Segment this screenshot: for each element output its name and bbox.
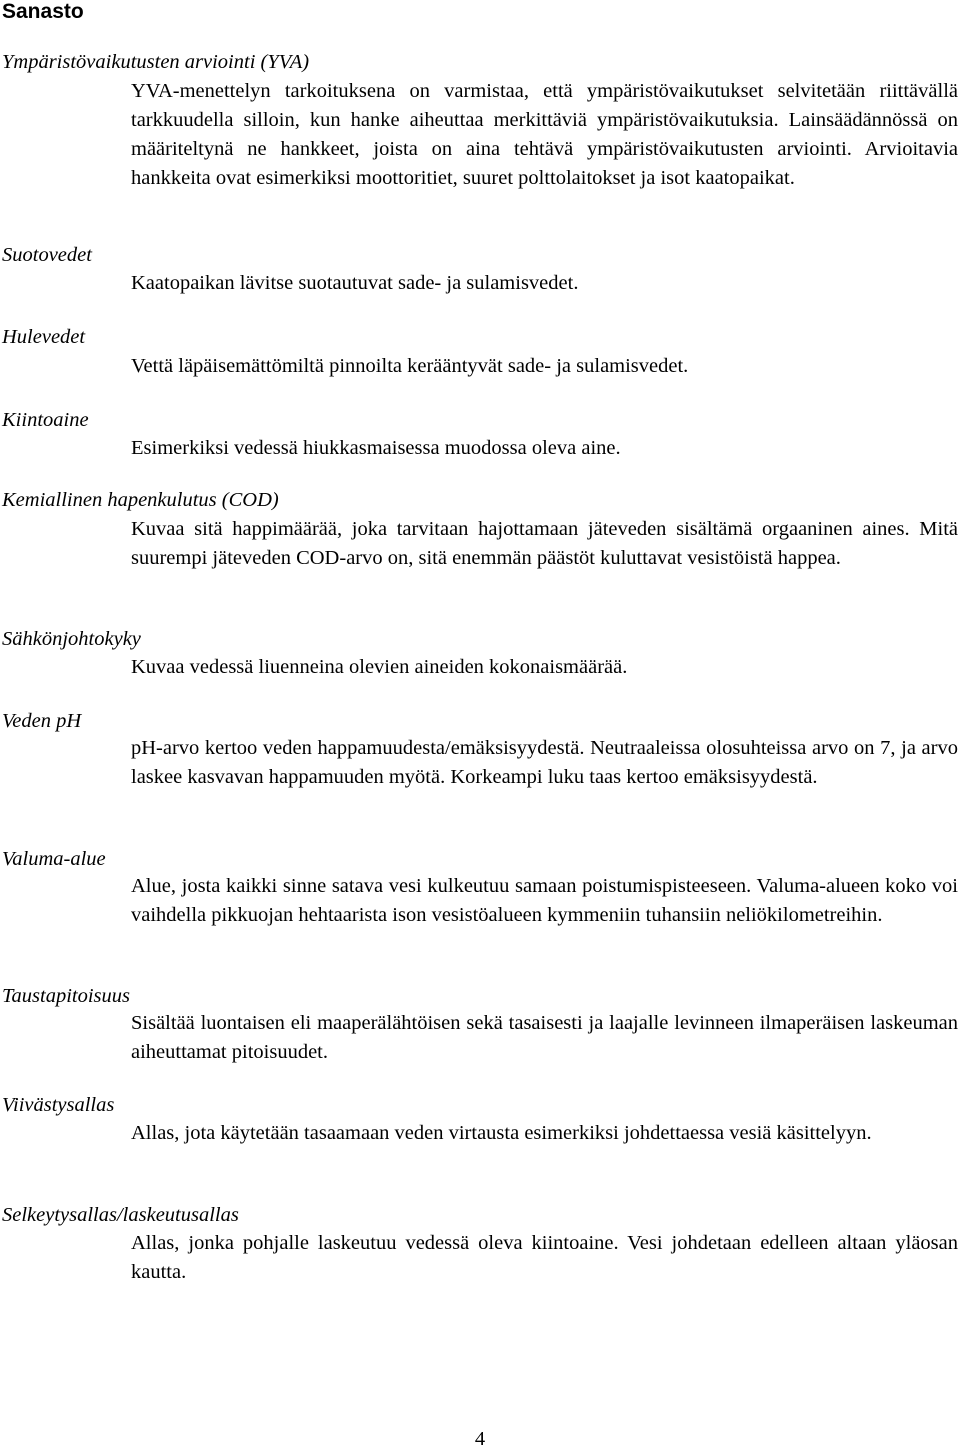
term-veden-ph: Veden pH xyxy=(2,710,82,732)
term-yva: Ympäristövaikutusten arviointi (YVA) xyxy=(2,51,310,73)
page-number: 4 xyxy=(474,1428,486,1450)
term-selkeytysallas: Selkeytysallas/laskeutusallas xyxy=(2,1204,239,1226)
definition-veden-ph: pH-arvo kertoo veden happamuudesta/emäksisyydestä. Neutraaleissa olosuhteissa arvo on 7, ja arvo laskee kasvavan happamuuden myötä. Korkeampi luku taas kertoo emäksisyydestä. xyxy=(131,737,958,788)
page-title: Sanasto xyxy=(2,0,84,23)
term-suotovedet: Suotovedet xyxy=(2,244,92,266)
term-taustapitoisuus: Taustapitoisuus xyxy=(2,985,130,1007)
term-cod: Kemiallinen hapenkulutus (COD) xyxy=(2,489,279,511)
definition-yva: YVA-menettelyn tarkoituksena on varmistaa, että ympäristövaikutukset selvitetään riittävällä tarkkuudella silloin, kun hanke aiheuttaa merkittäviä ympäristövaikutuksia. Lainsäädännössä on määriteltynä ne hankkeet, joista on aina tehtävä ympäristövaikutusten arviointi. Arvioitavia hankkeita ovat esimerkiksi moottoritiet, suuret polttolaitokset ja isot kaatopaikat. xyxy=(131,80,958,189)
term-sahkonjohtokyky: Sähkönjohtokyky xyxy=(2,628,141,650)
term-valuma-alue: Valuma-alue xyxy=(2,848,106,870)
definition-viivastysallas: Allas, jota käytetään tasaamaan veden virtausta esimerkiksi johdettaessa vesiä käsittelyyn. xyxy=(131,1122,872,1144)
definition-taustapitoisuus: Sisältää luontaisen eli maaperälähtöisen sekä tasaisesti ja laajalle levinneen ilmaperäisen laskeuman aiheuttamat pitoisuudet. xyxy=(131,1012,958,1063)
definition-suotovedet: Kaatopaikan lävitse suotautuvat sade- ja sulamisvedet. xyxy=(131,272,579,294)
definition-valuma-alue: Alue, josta kaikki sinne satava vesi kulkeutuu samaan poistumispisteeseen. Valuma-alueen koko voi vaihdella pikkuojan hehtaarista ison vesistöalueen kymmeniin tuhansiin neliökilometreihin. xyxy=(131,875,958,926)
term-viivastysallas: Viivästysallas xyxy=(2,1094,115,1116)
definition-cod: Kuvaa sitä happimäärää, joka tarvitaan hajottamaan jäteveden sisältämä orgaaninen aines. Mitä suurempi jäteveden COD-arvo on, sitä enemmän päästöt kuluttavat vesistöistä happea. xyxy=(131,518,958,569)
term-hulevedet: Hulevedet xyxy=(2,326,86,348)
definition-hulevedet: Vettä läpäisemättömiltä pinnoilta kerääntyvät sade- ja sulamisvedet. xyxy=(131,355,689,377)
definition-selkeytysallas: Allas, jonka pohjalle laskeutuu vedessä oleva kiintoaine. Vesi johdetaan edelleen altaan yläosan kautta. xyxy=(131,1232,958,1283)
definition-kiintoaine: Esimerkiksi vedessä hiukkasmaisessa muodossa oleva aine. xyxy=(131,437,621,459)
definition-sahkonjohtokyky: Kuvaa vedessä liuenneina olevien aineiden kokonaismäärää. xyxy=(131,656,628,678)
term-kiintoaine: Kiintoaine xyxy=(2,409,89,431)
